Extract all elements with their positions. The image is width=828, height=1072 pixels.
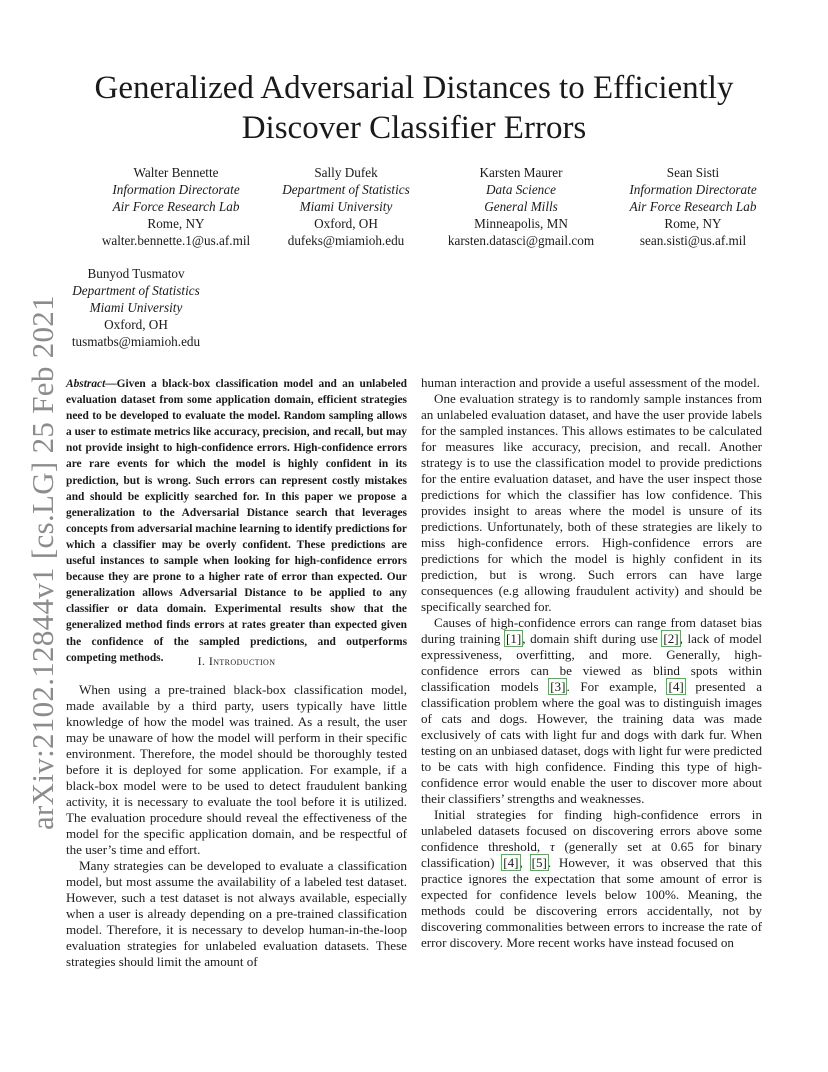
paragraph	[421, 615, 762, 807]
text-run: , lack of model expressiveness, overfitting, and more. Generally, high-confidence errors can be viewed as blind spots within classification models	[421, 631, 762, 694]
author-organization: Miami University	[89, 300, 183, 315]
author-block-5	[62, 265, 210, 350]
text-run: , domain shift during use	[522, 631, 663, 646]
citation-link[interactable]: [4]	[668, 679, 684, 694]
author-name: Sean Sisti	[666, 165, 720, 180]
tau-symbol: τ	[549, 839, 555, 854]
author-name: Sally Dufek	[314, 165, 378, 180]
citation-link[interactable]: [3]	[550, 679, 566, 694]
author-email: walter.bennette.1@us.af.mil	[101, 233, 251, 248]
author-name: Bunyod Tusmatov	[87, 266, 185, 281]
author-block-4	[618, 164, 768, 249]
section-heading-introduction	[66, 654, 407, 669]
author-email: dufeks@miamioh.edu	[287, 233, 405, 248]
author-department: Information Directorate	[112, 182, 240, 197]
right-column-body	[421, 375, 762, 951]
paragraph: One evaluation strategy is to randomly sample instances from an unlabeled evaluation dataset, and have the user provide labels for the sampled instances. This allows estimates to be calculated for measures like accuracy, precision, and recall. Another strategy is to use the classification model to provide predictions for the entire evaluation dataset, and have the user inspect those predictions for which the classifier has low confidence. This provides insight to areas where the model is unsure of its predictions. Unfortunately, both of these strategies are likely to miss high-confidence errors. High-confidence errors are predictions for which the model is highly confident in its prediction, but is wrong. Such errors can have large consequences (e.g allowing fraudulent activity) and should be specifically searched for.	[421, 391, 762, 614]
author-location: Rome, NY	[147, 216, 205, 231]
paragraph: human interaction and provide a useful assessment of the model.	[421, 375, 760, 390]
paragraph: When using a pre-trained black-box classification model, made available by a third party, users typically have little knowledge of how the model was trained. As a result, the user may be unaware of how the model will perform in their specific environment. Therefore, the model should be thoroughly tested before it is deployed for some application. For example, if a black-box model were to be used to detect fraudulent banking activity, it is necessary to evaluate the tool before it is utilized. The evaluation procedure should reveal the effectiveness of the model for the specific application domain, and be respectful of the user’s time and effort.	[66, 682, 407, 857]
section-title: Introduction	[208, 654, 276, 668]
author-organization: Miami University	[299, 199, 393, 214]
author-department: Information Directorate	[629, 182, 757, 197]
author-email: sean.sisti@us.af.mil	[639, 233, 747, 248]
citation-link[interactable]: [4]	[503, 855, 519, 870]
author-name: Karsten Maurer	[479, 165, 563, 180]
abstract-label: Abstract	[66, 378, 106, 390]
citation-link[interactable]: [1]	[505, 631, 522, 646]
author-organization: Air Force Research Lab	[629, 199, 757, 214]
paper-title	[40, 68, 788, 148]
left-column-body	[66, 682, 407, 970]
author-block-1	[78, 164, 274, 249]
title-line-2: Discover Classifier Errors	[241, 110, 587, 146]
paragraph	[421, 807, 762, 951]
author-department: Department of Statistics	[282, 182, 410, 197]
author-department: Department of Statistics	[72, 283, 200, 298]
author-email: karsten.datasci@gmail.com	[447, 233, 595, 248]
author-location: Oxford, OH	[104, 317, 168, 332]
text-run: Causes of high-confidence errors can range from dataset bias during training	[421, 615, 762, 646]
abstract-text: —Given a black-box classification model and an unlabeled evaluation dataset from some application domain, efficient strategies need to be developed to evaluate the model. Random sampling allows a user to estimate metrics like accuracy, precision, and recall, but may not provide insight to high-confidence errors. High-confidence errors are rare events for which the model is highly confident in its prediction, but is wrong. Such errors can represent costly mistakes and should be explicitly searched for. In this paper we propose a generalization to the Adversarial Distance search that leverages concepts from adversarial machine learning to identify predictions for which a classifier may be overly confident. These predictions are useful instances to sample when looking for high-confidence errors because they are prone to a higher rate of error than expected. Our generalization allows Adversarial Distance to be applied to any classifier or data domain. Experimental results show that the generalized method finds errors at rates greater than expected given the confidence of the sampled predictions, and outperforms competing methods.	[66, 378, 407, 664]
text-run: . For example,	[566, 679, 668, 694]
author-name: Walter Bennette	[133, 165, 219, 180]
citation-link[interactable]: [5]	[531, 855, 547, 870]
author-email: tusmatbs@miamioh.edu	[71, 334, 201, 349]
paragraph: Many strategies can be developed to evaluate a classification model, but most assume the availability of a labeled test dataset. However, such a test dataset is not always available, especially when a user is already depending on a pre-trained classification model. Therefore, it is necessary to develop human-in-the-loop evaluation strategies for unlabeled evaluation datasets. These strategies should limit the amount of	[66, 858, 407, 969]
text-run: (generally set at 0.65 for binary classification)	[421, 839, 762, 870]
author-block-2	[264, 164, 428, 249]
author-department: Data Science	[486, 182, 556, 197]
text-run: . However, it was observed that this practice ignores the expectation that some amount of error is expected for confidence levels below 100%. Meaning, the methods could be discovering errors accidentally, not by discovering commonalities between errors to increase the rate of error discovery. More recent works have instead focused on	[421, 855, 763, 950]
text-run: Initial strategies for finding high-confidence errors in unlabeled datasets focused on discovering errors above some confidence threshold,	[421, 807, 762, 854]
author-location: Minneapolis, MN	[474, 216, 568, 231]
citation-link[interactable]: [2]	[663, 631, 679, 646]
section-number: I.	[197, 654, 206, 668]
text-run: presented a classification problem where the goal was to distinguish images of cats and dogs. However, the training data was made exclusively of cats with light fur and dogs with dark fur. When testing on an unbiased dataset, dogs with light fur were predicted to be cats with high confidence. Finding this type of high-confidence error would enable the user to discover more about their classifiers’ strengths and weaknesses.	[421, 679, 763, 806]
arxiv-identifier: arXiv:2102.12844v1 [cs.LG] 25 Feb 2021	[25, 295, 60, 830]
abstract	[66, 376, 407, 666]
text-run: ,	[519, 855, 531, 870]
title-line-1: Generalized Adversarial Distances to Efficiently	[94, 70, 734, 106]
author-location: Oxford, OH	[314, 216, 378, 231]
author-block-3	[440, 164, 602, 249]
author-organization: Air Force Research Lab	[112, 199, 240, 214]
author-organization: General Mills	[484, 199, 558, 214]
author-location: Rome, NY	[664, 216, 722, 231]
